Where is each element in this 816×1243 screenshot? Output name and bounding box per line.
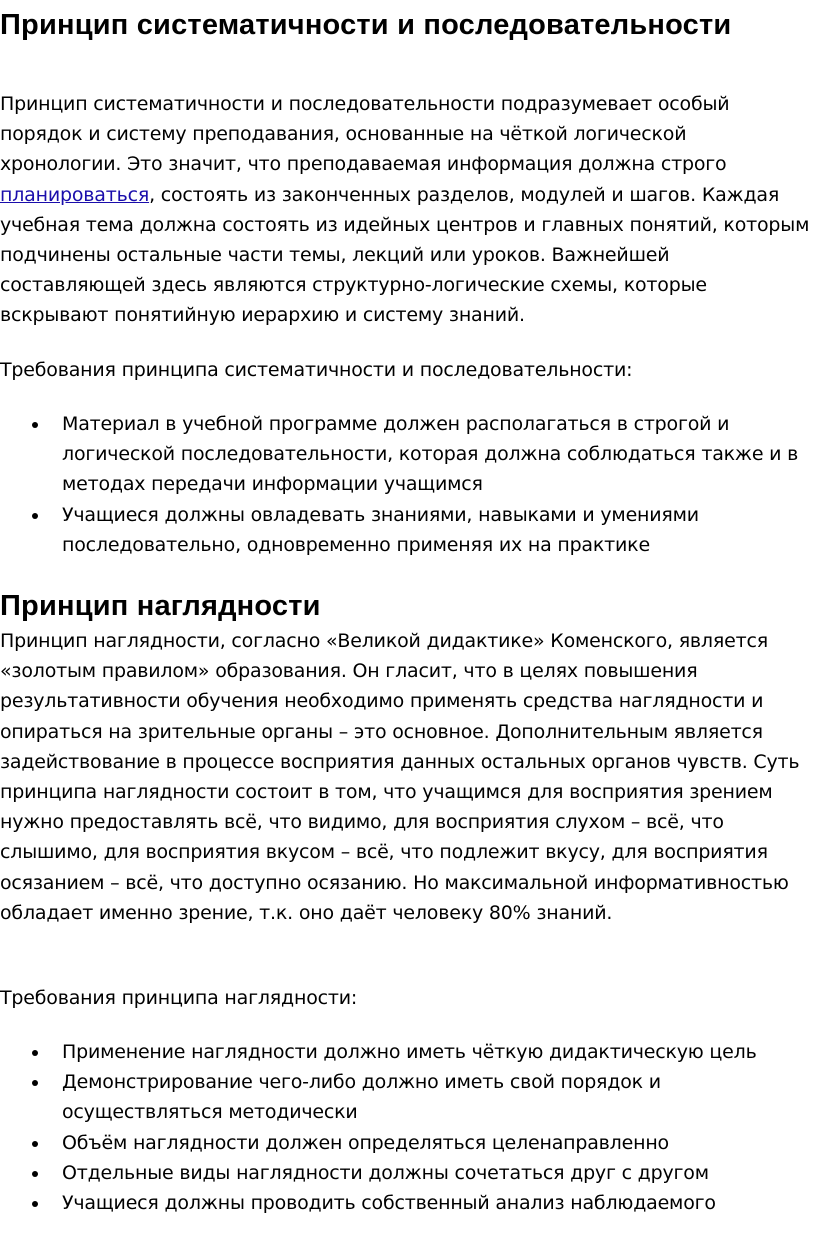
section-heading-visibility: Принцип наглядности [0, 590, 321, 622]
list-item: Демонстрирование чего-либо должно иметь свой порядок и осуществляться методически [0, 1067, 816, 1127]
list-item: Применение наглядности должно иметь чёткую дидактическую цель [0, 1037, 816, 1067]
paragraph-systematicity [0, 89, 812, 331]
list-item: Материал в учебной программе должен располагаться в строгой и логической последовательности, которая должна соблюдаться также и в методах передачи информации учащимся [0, 409, 816, 500]
list-item: Отдельные виды наглядности должны сочетаться друг с другом [0, 1158, 816, 1188]
section-heading-systematicity: Принцип систематичности и последовательности [0, 9, 732, 41]
list-item: Учащиеся должны овладевать знаниями, навыками и умениями последовательно, одновременно применяя их на практике [0, 500, 816, 560]
paragraph-text-after-link: , состоять из законченных разделов, модулей и шагов. Каждая учебная тема должна состоять из идейных центров и главных понятий, которым подчинены остальные части темы, лекций или уроков. Важнейшей составляющей здесь являются структурно-логические схемы, которые вскрывают понятийную иерархию и систему знаний. [0, 183, 810, 327]
requirements-list-visibility [0, 1037, 816, 1218]
planning-link[interactable]: планироваться [0, 183, 150, 206]
requirements-list-systematicity [0, 409, 816, 560]
requirements-intro-visibility: Требования принципа наглядности: [0, 987, 358, 1009]
paragraph-visibility: Принцип наглядности, согласно «Великой дидактике» Коменского, является «золотым правилом» образования. Он гласит, что в целях повышения результативности обучения необходимо применять средства наглядности и опираться на зрительные органы – это основное. Дополнительным является задействование в процессе восприятия данных остальных органов чувств. Суть принципа наглядности состоит в том, что учащимся для восприятия зрением нужно предоставлять всё, что видимо, для восприятия слухом – всё, что слышимо, для восприятия вкусом – всё, что подлежит вкусу, для восприятия осязанием – всё, что доступно осязанию. Но максимальной информативностью обладает именно зрение, т.к. оно даёт человеку 80% знаний. [0, 630, 800, 924]
list-item: Объём наглядности должен определяться целенаправленно [0, 1128, 816, 1158]
requirements-intro-systematicity: Требования принципа систематичности и последовательности: [0, 359, 633, 381]
paragraph-text-before-link: Принцип систематичности и последовательности подразумевает особый порядок и систему преподавания, основанные на чёткой логической хронологии. Это значит, что преподаваемая информация должна строго [0, 93, 730, 176]
list-item: Учащиеся должны проводить собственный анализ наблюдаемого [0, 1188, 816, 1218]
